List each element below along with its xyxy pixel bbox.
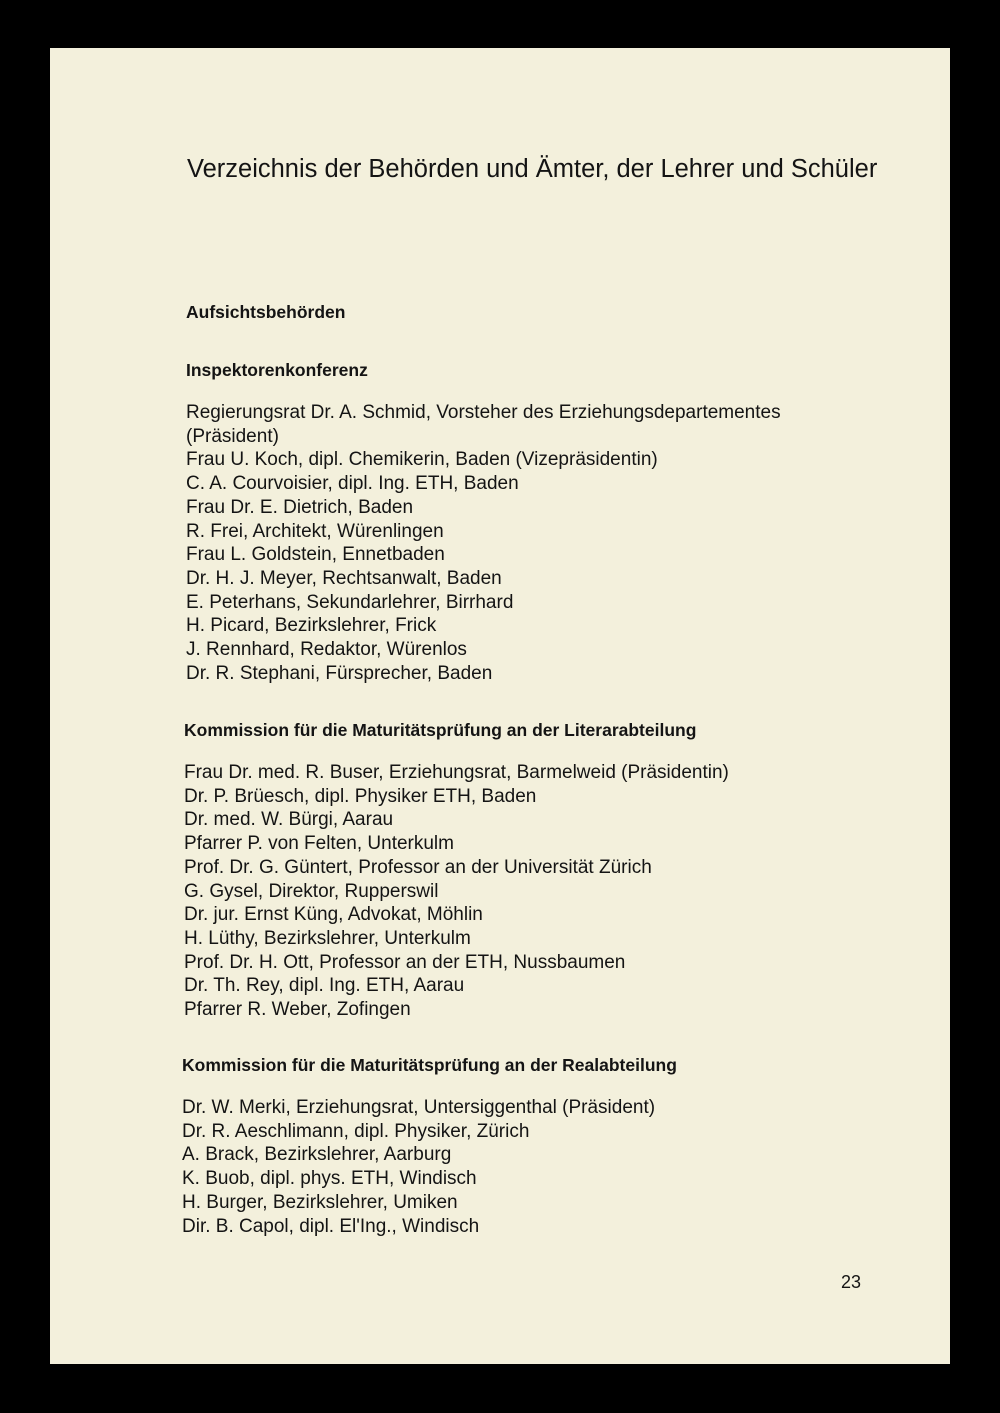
section-heading-aufsichtsbehoerden: Aufsichtsbehörden — [186, 302, 346, 322]
list-item: Frau Dr. E. Dietrich, Baden — [186, 496, 414, 518]
list-item: Frau U. Koch, dipl. Chemikerin, Baden (Vizepräsidentin) — [186, 449, 658, 471]
list-item: Frau Dr. med. R. Buser, Erziehungsrat, Barmelweid (Präsidentin) — [184, 762, 729, 783]
inspektorenkonferenz-list — [186, 401, 781, 685]
literarabteilung-list — [184, 761, 729, 1022]
subsection-heading-realabteilung: Kommission für die Maturitätsprüfung an der Realabteilung — [182, 1055, 677, 1075]
list-item: Dr. H. J. Meyer, Rechtsanwalt, Baden — [186, 567, 502, 589]
list-item: H. Lüthy, Bezirkslehrer, Unterkulm — [184, 927, 471, 949]
list-item: G. Gysel, Direktor, Rupperswil — [184, 880, 439, 902]
list-item: Prof. Dr. G. Güntert, Professor an der Universität Zürich — [184, 856, 652, 878]
subsection-heading-literarabteilung: Kommission für die Maturitätsprüfung an der Literarabteilung — [184, 720, 697, 740]
page-title: Verzeichnis der Behörden und Ämter, der Lehrer und Schüler — [187, 155, 878, 183]
list-item: H. Picard, Bezirkslehrer, Frick — [186, 615, 437, 637]
list-item: H. Burger, Bezirkslehrer, Umiken — [182, 1191, 458, 1213]
list-item: E. Peterhans, Sekundarlehrer, Birrhard — [186, 591, 514, 613]
list-item: Regierungsrat Dr. A. Schmid, Vorsteher des Erziehungsdepartementes — [186, 402, 781, 423]
list-item: C. A. Courvoisier, dipl. Ing. ETH, Baden — [186, 473, 519, 495]
list-item: Dr. R. Aeschlimann, dipl. Physiker, Zürich — [182, 1120, 530, 1142]
list-item: Dr. jur. Ernst Küng, Advokat, Möhlin — [184, 904, 483, 926]
list-item: Dr. P. Brüesch, dipl. Physiker ETH, Baden — [184, 785, 537, 807]
list-item: (Präsident) — [186, 425, 279, 447]
list-item: Dr. W. Merki, Erziehungsrat, Untersiggenthal (Präsident) — [182, 1097, 656, 1118]
list-item: Dir. B. Capol, dipl. El'Ing., Windisch — [182, 1215, 480, 1237]
list-item: Dr. R. Stephani, Fürsprecher, Baden — [186, 662, 493, 684]
list-item: Pfarrer R. Weber, Zofingen — [184, 999, 411, 1021]
document-page — [50, 48, 950, 1364]
list-item: Dr. Th. Rey, dipl. Ing. ETH, Aarau — [184, 975, 465, 997]
list-item: Pfarrer P. von Felten, Unterkulm — [184, 833, 454, 855]
subsection-heading-inspektorenkonferenz: Inspektorenkonferenz — [186, 360, 368, 380]
realabteilung-list — [182, 1096, 655, 1238]
list-item: R. Frei, Architekt, Würenlingen — [186, 520, 444, 542]
list-item: J. Rennhard, Redaktor, Würenlos — [186, 639, 467, 661]
list-item: Frau L. Goldstein, Ennetbaden — [186, 544, 445, 566]
list-item: A. Brack, Bezirkslehrer, Aarburg — [182, 1144, 452, 1166]
list-item: Dr. med. W. Bürgi, Aarau — [184, 809, 394, 831]
page-number: 23 — [841, 1272, 862, 1292]
list-item: K. Buob, dipl. phys. ETH, Windisch — [182, 1168, 477, 1190]
list-item: Prof. Dr. H. Ott, Professor an der ETH, Nussbaumen — [184, 951, 626, 973]
